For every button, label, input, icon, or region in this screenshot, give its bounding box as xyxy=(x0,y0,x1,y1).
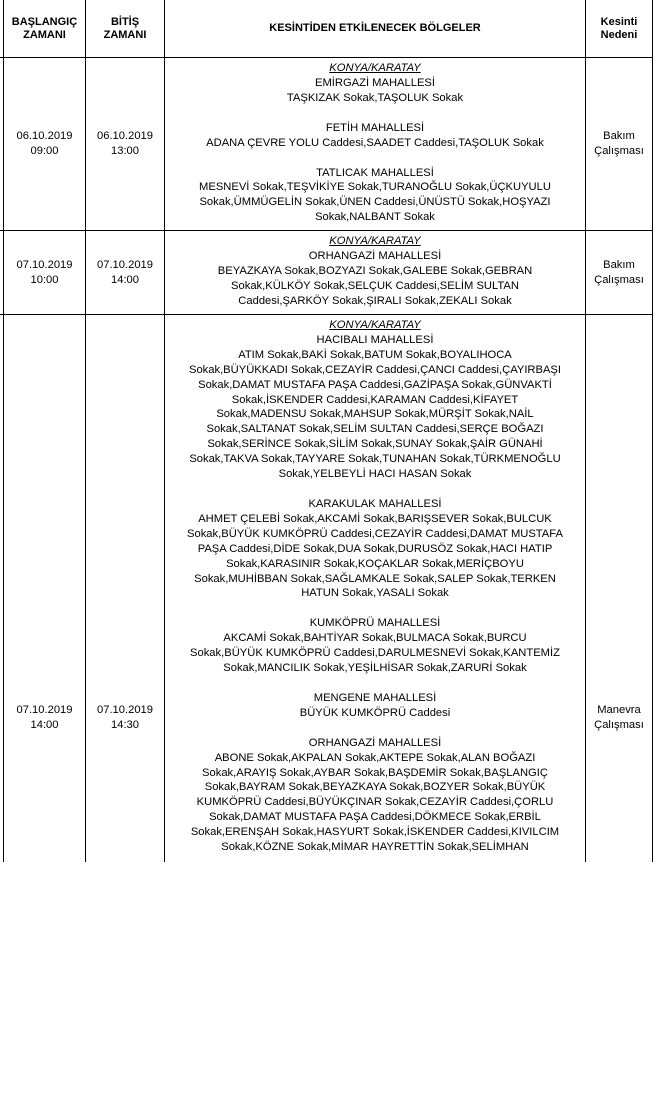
page-edge-marker xyxy=(0,314,3,315)
street-list-line: Sokak,SERİNCE Sokak,SİLİM Sokak,SUNAY Sokak,ŞAİR GÜNAHİ xyxy=(207,438,543,451)
row2-reason: Bakım Çalışması xyxy=(594,258,644,286)
row2-regions xyxy=(165,234,585,309)
street-list-line: KUMKÖPRÜ Caddesi,BÜYÜKÇINAR Sokak,CEZAYİR Caddesi,ÇORLU xyxy=(196,796,554,809)
street-list-line: Sokak,MUHİBBAN Sokak,SAĞLAMKALE Sokak,SALEP Sokak,TERKEN xyxy=(194,572,556,585)
street-list-line: BÜYÜK KUMKÖPRÜ Caddesi xyxy=(299,706,451,719)
street-list-line: ATIM Sokak,BAKİ Sokak,BATUM Sokak,BOYALIHOCA xyxy=(238,348,512,361)
street-list-line: AKCAMİ Sokak,BAHTİYAR Sokak,BULMACA Sokak,BURCU xyxy=(223,632,527,645)
header-affected-regions: KESİNTİDEN ETKİLENECEK BÖLGELER xyxy=(269,22,481,34)
page-edge-marker xyxy=(0,230,3,231)
block-spacer xyxy=(165,676,585,691)
neighborhood-name: FETİH MAHALLESİ xyxy=(325,121,425,134)
row3-regions xyxy=(165,318,585,855)
street-list-line: PAŞA Caddesi,DİDE Sokak,DUA Sokak,DURUSÖZ Sokak,HACI HATIP xyxy=(197,542,553,555)
region-city-label: KONYA/KARATAY xyxy=(329,319,421,331)
header-reason: Kesinti Nedeni xyxy=(600,15,638,41)
street-list-line: Sokak,ARAYIŞ Sokak,AYBAR Sokak,BAŞDEMİR Sokak,BAŞLANGIÇ xyxy=(202,766,548,779)
block-spacer xyxy=(165,106,585,121)
neighborhood-name: ORHANGAZİ MAHALLESİ xyxy=(308,249,442,262)
row3-reason: Manevra Çalışması xyxy=(594,703,644,731)
street-list-line: Sokak,KARASINIR Sokak,KOÇAKLAR Sokak,MERİÇBOYU xyxy=(226,557,524,570)
street-list-line: Sokak,DAMAT MUSTAFA PAŞA Caddesi,DÖKMECE Sokak,ERBİL xyxy=(209,811,541,824)
row1-regions xyxy=(165,61,585,225)
street-list-line: Sokak,İSKENDER Caddesi,KARAMAN Caddesi,KİFAYET xyxy=(231,393,519,406)
street-list-line: Sokak,SALTANAT Sokak,SELİM SULTAN Caddesi,SERÇE BOĞAZI xyxy=(206,423,544,436)
block-spacer xyxy=(165,482,585,497)
header-end-time: BİTİŞ ZAMANI xyxy=(103,15,147,41)
street-list-line: Sokak,YELBEYLİ HACI HASAN Sokak xyxy=(278,468,472,481)
neighborhood-name: KARAKULAK MAHALLESİ xyxy=(308,497,442,510)
street-list-line: Sokak,ÜMMÜGELİN Sokak,ÜNEN Caddesi,ÜNÜSTÜ Sokak,HOŞYAZI xyxy=(199,196,551,209)
neighborhood-name: KUMKÖPRÜ MAHALLESİ xyxy=(309,617,441,630)
street-list-line: Sokak,BÜYÜK KUMKÖPRÜ Caddesi,CEZAYİR Caddesi,DAMAT MUSTAFA xyxy=(187,527,563,540)
neighborhood-name: ORHANGAZİ MAHALLESİ xyxy=(308,736,442,749)
header-start-time: BAŞLANGIÇ ZAMANI xyxy=(11,15,78,41)
table-border-right xyxy=(652,0,653,862)
neighborhood-name: HACIBALI MAHALLESİ xyxy=(316,333,434,346)
street-list-line: Sokak,ERENŞAH Sokak,HASYURT Sokak,İSKENDER Caddesi,KIVILCIM xyxy=(190,826,560,839)
street-list-line: Sokak,KÜLKÖY Sokak,SELÇUK Caddesi,SELİM SULTAN xyxy=(231,279,519,292)
street-list-line: ADANA ÇEVRE YOLU Caddesi,SAADET Caddesi,TAŞOLUK Sokak xyxy=(206,136,544,149)
block-spacer xyxy=(165,601,585,616)
row1-reason: Bakım Çalışması xyxy=(594,130,644,157)
neighborhood-name: MENGENE MAHALLESİ xyxy=(313,691,437,704)
street-list-line: BEYAZKAYA Sokak,BOZYAZI Sokak,GALEBE Sokak,GEBRAN xyxy=(217,264,533,277)
street-list-line: Sokak,MADENSU Sokak,MAHSUP Sokak,MÜRŞİT Sokak,NAİL xyxy=(216,408,534,421)
street-list-line: TAŞKIZAK Sokak,TAŞOLUK Sokak xyxy=(286,91,464,104)
neighborhood-name: TATLICAK MAHALLESİ xyxy=(316,166,434,179)
street-list-line: Sokak,TAKVA Sokak,TAYYARE Sokak,TUNAHAN Sokak,TÜRKMENOĞLU xyxy=(189,453,561,466)
street-list-line: Sokak,BÜYÜKKADI Sokak,CEZAYİR Caddesi,ÇANCI Caddesi,ÇAYIRBAŞI xyxy=(188,363,561,376)
street-list-line: Sokak,KÖZNE Sokak,MİMAR HAYRETTİN Sokak,SELİMHAN xyxy=(221,841,529,854)
street-list-line: Sokak,MANCILIK Sokak,YEŞİLHİSAR Sokak,ZARURİ Sokak xyxy=(223,662,527,675)
row2-start-time: 07.10.2019 10:00 xyxy=(16,258,73,286)
page-edge-marker xyxy=(0,57,3,58)
region-city-label: KONYA/KARATAY xyxy=(329,62,421,74)
street-list-line: Sokak,BÜYÜK KUMKÖPRÜ Caddesi,DARULMESNEVİ Sokak,KANTEMİZ xyxy=(190,647,560,660)
row1-start-time: 06.10.2019 09:00 xyxy=(16,130,73,157)
block-spacer xyxy=(165,151,585,166)
street-list-line: HATUN Sokak,YASALI Sokak xyxy=(301,587,449,600)
region-city-label: KONYA/KARATAY xyxy=(329,235,421,247)
street-list-line: ABONE Sokak,AKPALAN Sokak,AKTEPE Sokak,ALAN BOĞAZI xyxy=(214,751,536,764)
row2-end-time: 07.10.2019 14:00 xyxy=(97,258,153,286)
street-list-line: Sokak,NALBANT Sokak xyxy=(315,211,435,224)
street-list-line: MESNEVİ Sokak,TEŞVİKİYE Sokak,TURANOĞLU Sokak,ÜÇKUYULU xyxy=(199,181,551,194)
row3-end-time: 07.10.2019 14:30 xyxy=(97,703,153,731)
block-spacer xyxy=(165,721,585,736)
row1-end-time: 06.10.2019 13:00 xyxy=(97,130,153,157)
row3-start-time: 07.10.2019 14:00 xyxy=(16,703,73,731)
neighborhood-name: EMİRGAZİ MAHALLESİ xyxy=(315,76,435,89)
street-list-line: Sokak,DAMAT MUSTAFA PAŞA Caddesi,GAZİPAŞA Sokak,GÜNVAKTİ xyxy=(198,378,552,391)
street-list-line: Caddesi,ŞARKÖY Sokak,ŞIRALI Sokak,ZEKALI Sokak xyxy=(238,294,512,307)
street-list-line: AHMET ÇELEBİ Sokak,AKCAMİ Sokak,BARIŞSEVER Sokak,BULCUK xyxy=(198,512,552,525)
street-list-line: Sokak,BAYRAM Sokak,BEYAZKAYA Sokak,BOZYER Sokak,BÜYÜK xyxy=(204,781,546,794)
